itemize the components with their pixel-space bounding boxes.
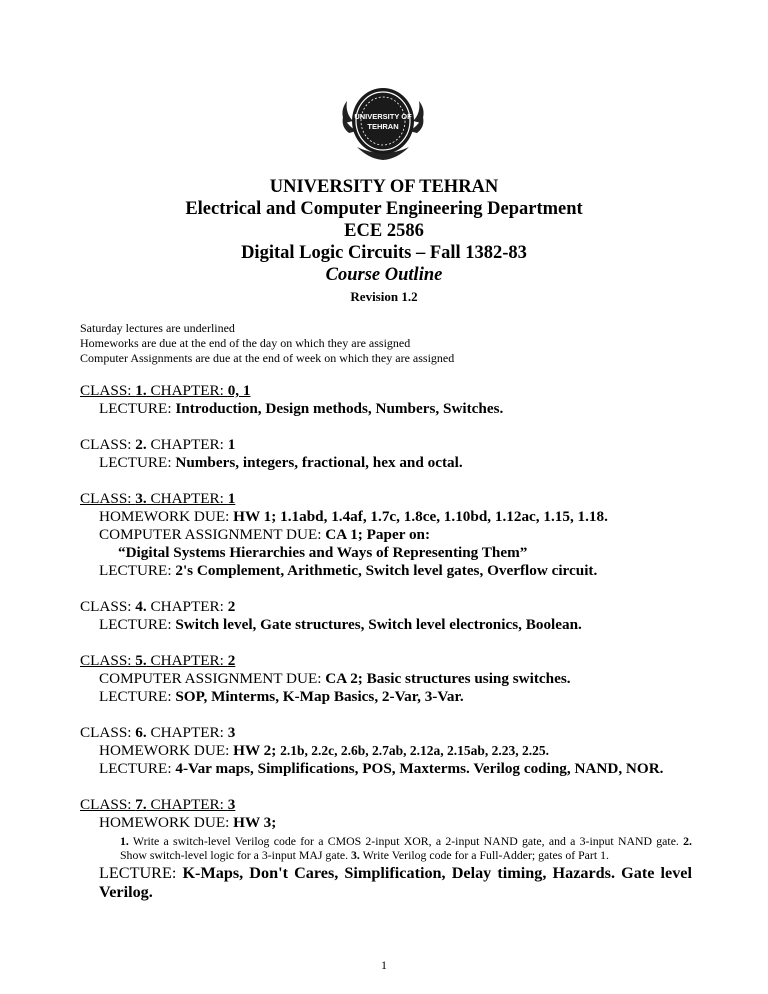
- lecture-line: LECTURE: Switch level, Gate structures, Switch level electronics, Boolean.: [99, 616, 582, 633]
- lecture-line: LECTURE: Numbers, integers, fractional, hex and octal.: [99, 454, 463, 471]
- computer-assignment-line: COMPUTER ASSIGNMENT DUE: CA 1; Paper on:: [99, 526, 431, 543]
- class-heading: CLASS: 3. CHAPTER: 1: [80, 490, 236, 507]
- homework-tasks: 1. Write a switch-level Verilog code for a CMOS 2-input XOR, a 2-input NAND gate, and a 3-input NAND gate. 2. Show switch-level logic for a 3-input MAJ gate. 3. Write Verilog code for a Full-Adder; gates of Part 1.: [120, 834, 693, 862]
- class-heading: CLASS: 5. CHAPTER: 2: [80, 652, 236, 669]
- notes: [80, 321, 454, 366]
- document-title: Course Outline: [325, 265, 443, 285]
- computer-assignment-line: COMPUTER ASSIGNMENT DUE: CA 2; Basic structures using switches.: [99, 670, 571, 687]
- homework-line: HOMEWORK DUE: HW 2; 2.1b, 2.2c, 2.6b, 2.7ab, 2.12a, 2.15ab, 2.23, 2.25.: [99, 742, 550, 759]
- note-line: Homeworks are due at the end of the day on which they are assigned: [80, 336, 411, 350]
- homework-line: HOMEWORK DUE: HW 1; 1.1abd, 1.4af, 1.7c, 1.8ce, 1.10bd, 1.12ac, 1.15, 1.18.: [99, 508, 608, 525]
- class-4: [80, 598, 692, 634]
- class-7: [80, 796, 692, 902]
- class-1: [80, 382, 692, 418]
- class-5: [80, 652, 692, 706]
- logo-bottom-text: TEHRAN: [367, 122, 399, 131]
- homework-line: HOMEWORK DUE: HW 3;: [99, 814, 277, 831]
- class-heading: CLASS: 7. CHAPTER: 3: [80, 796, 236, 813]
- computer-assignment-topic: “Digital Systems Hierarchies and Ways of Representing Them”: [118, 544, 528, 561]
- course-schedule: [80, 382, 692, 920]
- lecture-line: LECTURE: 4-Var maps, Simplifications, POS, Maxterms. Verilog coding, NAND, NOR.: [99, 760, 664, 777]
- lecture-line: LECTURE: SOP, Minterms, K-Map Basics, 2-Var, 3-Var.: [99, 688, 464, 705]
- note-line: Saturday lectures are underlined: [80, 321, 235, 335]
- class-heading: CLASS: 4. CHAPTER: 2: [80, 598, 236, 615]
- department-name: Electrical and Computer Engineering Department: [185, 199, 583, 219]
- page-number: 1: [381, 958, 387, 972]
- course-code: ECE 2586: [344, 221, 424, 241]
- class-2: [80, 436, 692, 472]
- university-name: UNIVERSITY OF TEHRAN: [269, 177, 499, 197]
- lecture-line: LECTURE: Introduction, Design methods, Numbers, Switches.: [99, 400, 504, 417]
- lecture-line: LECTURE: K-Maps, Don't Cares, Simplification, Delay timing, Hazards. Gate level Verilog.: [99, 864, 692, 901]
- note-line: Computer Assignments are due at the end of week on which they are assigned: [80, 351, 455, 365]
- class-heading: CLASS: 2. CHAPTER: 1: [80, 436, 236, 453]
- revision: Revision 1.2: [350, 289, 418, 304]
- class-heading: CLASS: 6. CHAPTER: 3: [80, 724, 236, 741]
- lecture-line: LECTURE: 2's Complement, Arithmetic, Switch level gates, Overflow circuit.: [99, 562, 598, 579]
- title-block: [0, 176, 768, 305]
- class-3: [80, 490, 692, 580]
- course-title: Digital Logic Circuits – Fall 1382-83: [241, 243, 527, 263]
- logo-top-text: UNIVERSITY OF: [354, 112, 412, 121]
- university-seal-logo: [339, 83, 427, 161]
- class-heading: CLASS: 1. CHAPTER: 0, 1: [80, 382, 251, 399]
- class-6: [80, 724, 692, 778]
